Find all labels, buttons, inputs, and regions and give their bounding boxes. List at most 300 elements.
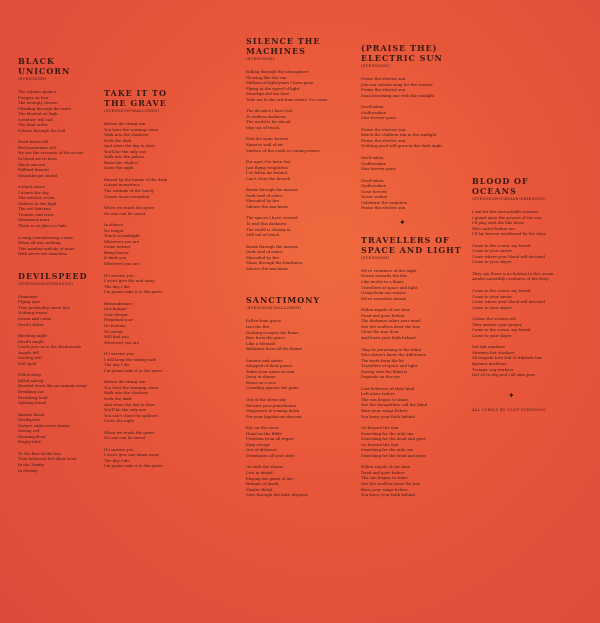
lyric-line: Going from our senses	[361, 290, 406, 296]
song-title: TAKE IT TO	[104, 88, 167, 98]
lyric-line: No longer	[104, 227, 124, 233]
lyric-line: Crawling against the grain	[246, 385, 299, 391]
lyric-line: Taken your name in vain	[246, 368, 295, 374]
lyric-line: I will keep the ending safe	[104, 356, 157, 362]
lyric-line: Mementos mori	[18, 217, 50, 223]
lyric-line: Break through the masses	[246, 187, 298, 193]
lyric-line: Go beyond the Sun	[361, 425, 399, 431]
lyric-line: The sun begins to shine	[361, 475, 408, 481]
lyric-line: Fallen angels of our time	[361, 307, 411, 313]
lyric-line: Riddance from all the blame	[246, 346, 302, 352]
lyric-line: Out of the silent sky	[246, 396, 286, 402]
lyric-line: Comes as an exception	[104, 193, 150, 199]
lyric-stanza	[104, 301, 224, 345]
lyric-line: No one can be saved	[104, 210, 145, 216]
lyric-line: Surface of the earth is coming nearer	[246, 147, 321, 153]
songwriter-credit: (SVENSSON)	[18, 77, 47, 81]
lyric-line: I'm gonna take it to the grave	[104, 367, 163, 373]
lyric-line: Deeper sinks never sleeps	[18, 422, 70, 428]
lyric-line: Killed asleep	[18, 377, 44, 383]
lyric-line: The day I die	[104, 457, 130, 463]
lyric-line: Dead forest fall	[18, 139, 49, 145]
lyric-line: Pleading through the tears	[18, 105, 72, 111]
lyric-line: A dead monstrous	[104, 182, 140, 188]
lyric-stanza	[246, 108, 366, 130]
song-title: DEVILSPEED	[18, 270, 88, 281]
lyric-line: When we reach the grave	[104, 205, 155, 211]
lyric-stanza	[472, 316, 594, 338]
lyric-line: Demonize	[18, 293, 38, 299]
ornament-star: ✦	[508, 390, 515, 400]
lyric-line: I'm gonna take it to the grave	[104, 463, 163, 469]
lyric-stanza	[104, 379, 224, 423]
songwriter-credit: (SVENSSON/WALLGREN)	[246, 306, 302, 311]
lyric-line: And leave your faith behind	[361, 334, 416, 340]
lyric-line: I'll lay forever swallowed by the deep	[472, 231, 546, 237]
lyric-line: A black omen	[18, 184, 45, 190]
lyric-stanza	[104, 447, 224, 469]
lyric-line: Freedom from all regret	[246, 436, 294, 442]
song-praise-the-electric-sun	[361, 43, 486, 211]
lyric-line: Godforsaken	[361, 109, 387, 115]
lyric-line: Before the rising sun	[104, 121, 146, 126]
lyric-line: Det vil ta deg ned i all sine grav	[472, 372, 536, 378]
song-silence-the-machines	[246, 36, 366, 271]
lyric-line: There is no place to hide	[18, 223, 67, 229]
lyric-line: In silence	[104, 222, 124, 228]
lyric-line: Fallen angels of our time	[361, 464, 411, 470]
lyrics-credit-footnote: ALL LYRICS BY OLOF SVENSSON	[472, 407, 547, 412]
lyric-line: Boast on a vice	[246, 379, 276, 385]
lyric-stanza	[104, 222, 224, 266]
lyric-line: Misanthropic burial	[18, 172, 58, 178]
lyric-line: Come to the ocean, my friend	[472, 242, 531, 248]
lyric-line: Seeing who the blind is	[361, 368, 408, 374]
lyric-line: It finds you	[104, 255, 127, 261]
lyric-line: Come to the ocean, my friend	[472, 288, 531, 294]
lyric-line: Seek the dark	[104, 137, 132, 143]
lyric-line: This number melody of mine	[18, 245, 75, 251]
lyric-line: Shrouded by fire	[246, 254, 280, 260]
lyric-line: Searching for the dead and gone	[361, 436, 426, 442]
lyric-line: Fallen from grace	[246, 318, 282, 324]
lyric-stanza	[361, 127, 486, 149]
lyric-line: Stormen bär starkare	[472, 349, 515, 355]
lyric-line: In divinity	[18, 467, 38, 473]
song-title: SPACE AND LIGHT	[361, 244, 462, 255]
lyric-line: Breaking out	[18, 388, 44, 394]
lyric-line: Swear and curse	[18, 315, 52, 321]
songwriter-credit: (SVENSSON)	[361, 64, 390, 68]
lyric-line: They're preaching to the blind	[361, 346, 421, 352]
lyric-line: Nothing escapes the flame	[246, 329, 299, 335]
lyric-line: In the Trinity	[18, 461, 45, 467]
lyric-line: Join our solemn song for the sunrise	[361, 81, 433, 87]
lyric-line: The solemn spoken	[18, 89, 56, 94]
songwriter-credit: (SVENSSON/SVENSSON)	[18, 281, 74, 286]
lyric-line: The sun begins to shine	[361, 396, 408, 402]
lyric-line: Still out of reach	[246, 232, 280, 238]
column-3	[246, 36, 366, 512]
lyric-line: If I survive you	[104, 446, 134, 452]
lyric-line: With never see nameless	[18, 251, 68, 257]
lyric-line: Terminates all your debt	[246, 452, 295, 458]
lyric-line: Seek the dark	[104, 395, 132, 401]
song-title: TRAVELLERS OF	[361, 234, 450, 245]
lyric-stanza	[361, 104, 486, 121]
lyric-line: Hand on the Bible	[246, 430, 282, 436]
lyric-line: Dead and gone before	[361, 312, 405, 318]
lyric-line: Come where your blood will descend	[472, 253, 545, 259]
lyric-stanza	[246, 318, 366, 351]
lyric-line: Serving hell	[18, 355, 42, 361]
lyric-line: Praise the electric sun	[361, 137, 406, 143]
lyric-line: Searching for the dead and gone	[361, 452, 426, 458]
lyric-line: Rushes blood	[18, 411, 45, 417]
lyric-line: Never woken	[361, 194, 388, 200]
lyric-line: Starships led me here	[246, 91, 290, 97]
lyric-line: Hooded down like an animal creep	[18, 383, 87, 389]
lyric-line: Easy escape	[246, 441, 271, 447]
lyric-line: They say there is no bottom to this ocean	[472, 270, 554, 276]
lyric-line: We're senseless insane	[361, 295, 407, 301]
lyric-line: Can't close the breach	[246, 175, 291, 181]
lyric-line: The fetal order	[18, 122, 48, 128]
lyric-line: Colour the oceans red	[472, 316, 516, 322]
songwriter-credit: (SVENSSON)	[361, 255, 390, 260]
lyric-line: I'll play with life like those	[472, 220, 525, 226]
lyric-line: Receive your punishment	[246, 402, 297, 408]
song-title: (PRAISE THE)	[361, 43, 438, 53]
lyric-line: Colours the sky	[18, 189, 49, 195]
lyric-line: Deep in shame	[246, 374, 276, 380]
lyric-stanza	[104, 177, 224, 199]
lyric-line: Rise from the grave	[246, 335, 286, 341]
lyric-line: Depends on the eye	[361, 374, 400, 380]
lyric-line: I won't give the end away	[104, 278, 155, 284]
lyric-stanza	[472, 288, 594, 310]
lyric-stanza	[472, 344, 594, 377]
lyric-stanza	[104, 430, 224, 441]
lyric-line: Who doesn't know the difference	[361, 352, 426, 358]
lyric-stanza	[246, 244, 366, 272]
lyric-line: Stripped of their power	[246, 363, 293, 369]
lyric-line: Star forever gone	[361, 115, 396, 121]
lyric-line: Breathing loud	[18, 394, 48, 400]
lyric-line: They answer your prayer	[472, 321, 522, 327]
lyric-line: True profundity never lies	[18, 304, 70, 310]
lyric-stanza	[472, 271, 594, 282]
lyric-line: Seeing red	[18, 428, 40, 434]
lyric-line: Praise the electric sun	[361, 76, 406, 81]
song-title: UNICORN	[18, 66, 71, 76]
song-title: SANCTIMONY	[246, 295, 321, 306]
column-2	[104, 88, 224, 483]
lyric-line: In blood we're born	[18, 156, 57, 162]
lyric-line: Nothing waves	[18, 310, 48, 316]
lyric-line: Come to your savior	[472, 293, 512, 299]
lyric-line: On with the shame	[246, 464, 284, 470]
song-title: THE GRAVE	[104, 98, 167, 108]
lyric-line: Flying at the speed of light	[246, 85, 300, 91]
lyric-line: Silence the machines	[246, 203, 289, 209]
lyric-line: Silence the machines	[246, 265, 289, 271]
lyric-line: You hear the warning come	[104, 126, 159, 132]
lyric-line: I won't give one damn away	[104, 452, 160, 458]
lyric-line: Cuts deeper	[104, 311, 129, 317]
lyric-line: Come where your blood will descend	[472, 299, 545, 305]
lyric-line: Vengeance is coming down	[246, 408, 300, 414]
lyric-line: Playing the game of lies	[246, 475, 294, 481]
lyric-line: Eye on the cross	[246, 425, 279, 431]
lyric-line: Go beyond the Sun	[361, 441, 399, 447]
lyric-line: Bleeding night	[18, 333, 47, 339]
lyric-line: The day I die	[104, 362, 130, 368]
lyric-line: Soon becoming one with the sunlight	[361, 92, 435, 98]
lyric-stanza	[246, 159, 366, 181]
lyric-line: And when the day is done	[104, 401, 155, 407]
songwriter-credit: (SVENSSON/WALLGREN)	[104, 109, 160, 113]
lyric-line: To the flow of the lost	[18, 450, 61, 456]
lyric-stanza	[104, 351, 224, 373]
lyric-stanza	[246, 187, 366, 209]
lyric-line: You'll be the only one	[104, 148, 147, 154]
lyric-line: The evil thirteen	[18, 206, 51, 212]
lyric-line: Praise the electric sun	[361, 205, 406, 211]
lyric-line: Before the rising sun	[104, 379, 146, 385]
lyric-line: No one can be saved	[104, 435, 145, 441]
lyric-line: Dead and gone before	[361, 469, 405, 475]
lyric-line: Millions of light-years I have gone	[246, 80, 314, 86]
lyric-line: Left alone before	[361, 391, 395, 397]
lyric-line: Devilspeed	[18, 417, 40, 423]
lyric-line: Wherever you are	[104, 339, 140, 345]
lyric-line: Gone forever	[361, 188, 387, 194]
lyric-stanza	[361, 347, 486, 380]
lyric-line: Nothing good will grow in the dark night	[361, 143, 442, 149]
song-blood-of-oceans	[472, 176, 594, 378]
lyric-line: Celebrate the radiation	[361, 199, 408, 205]
lyric-line: The decades I have lost	[246, 108, 293, 114]
lyric-line: The world is closing in	[246, 226, 291, 232]
lyric-line: The bloated on high	[18, 111, 58, 117]
lyric-line: You hear the warning come	[104, 384, 159, 390]
lyric-line: Leads you on to the shadowside	[18, 344, 82, 350]
lyric-line: Bring horror	[104, 249, 129, 255]
lyric-line: Touch of midnight	[104, 233, 140, 239]
lyric-line: The witches coven	[18, 195, 55, 201]
lyric-line: Searching for the only one	[361, 447, 414, 453]
lyric-line: We're creatures of the night	[361, 267, 417, 273]
lyric-line: Burn your wings before	[361, 486, 408, 492]
lyric-line: Come torture	[104, 244, 131, 250]
lyric-line: For your lugubrious descent	[246, 413, 302, 419]
lyric-line: Sentence will call	[18, 116, 53, 122]
lyric-line: Live in denial	[246, 469, 273, 475]
lyric-stanza	[361, 268, 486, 301]
lyric-line: Shrouded by fire	[246, 198, 280, 204]
lyric-line: Prosper on fear	[18, 94, 49, 100]
lyric-line: Come to the ocean, my friend	[472, 327, 531, 333]
lyric-line: If I survive you	[104, 351, 134, 357]
lyric-line: For ages I've been lost	[246, 159, 291, 165]
lyric-line: Praise the electric sun	[361, 126, 406, 132]
lyric-line: Our hunger	[104, 306, 127, 312]
lyric-line: Burn your wings before	[361, 407, 408, 413]
lyric-line: Shine through the blackness	[246, 260, 303, 266]
lyric-line: The solitude of the lonely	[104, 188, 155, 194]
lyric-line: The wrongly chosen	[18, 100, 58, 106]
lyric-line: Wherever you are	[104, 238, 140, 244]
lyric-stanza	[361, 307, 486, 340]
ornament-star: ✦	[399, 217, 406, 227]
lyric-line: Cross the night	[104, 418, 135, 424]
song-title: BLACK	[18, 56, 55, 66]
lyric-stanza	[361, 178, 486, 211]
song-travellers-of-space-and-light	[361, 235, 486, 498]
lyric-line: Seize the night	[104, 165, 134, 171]
lyric-line: Running dead	[18, 433, 46, 439]
lyric-line: Så tragiskt bröt frid öl frikände har	[472, 355, 542, 361]
lyric-line: I've fallen far behind	[246, 170, 288, 176]
lyric-line: True believers feel their trust	[18, 456, 77, 462]
lyric-line: Out of dishonor	[246, 447, 277, 453]
lyric-line: Close the iron door	[361, 329, 399, 335]
lyric-line: Dark trail of ashes	[246, 249, 283, 255]
lyric-line: The day I die	[104, 283, 130, 289]
lyric-line: See the soulless draw the line	[361, 323, 421, 329]
song-title: MACHINES	[246, 46, 306, 56]
lyric-line: Devil-taken	[361, 177, 384, 183]
lyric-line: Gathers in the high	[18, 200, 57, 206]
lyric-line: Red mountains call	[18, 144, 56, 150]
lyric-stanza	[361, 464, 486, 497]
lyric-line: I guard upon the powers of the sea	[472, 214, 542, 220]
lyric-line: Devil-taken	[361, 104, 384, 110]
lyric-stanza	[246, 69, 366, 102]
lyric-stanza	[104, 205, 224, 216]
lyric-line: Just flying weightless	[246, 164, 289, 170]
lyric-line: Way out of reach	[246, 124, 280, 130]
lyric-line: Walk into the shadows	[104, 132, 149, 138]
lyric-line: Spitting blood	[18, 400, 46, 406]
lyric-stanza	[246, 358, 366, 391]
lyric-line: Will find you	[104, 334, 129, 340]
lyric-line: Kjenner kvaltrare	[472, 361, 507, 367]
lyric-line: Angels fell	[18, 349, 39, 355]
song-title: OCEANS	[472, 186, 517, 196]
songwriter-credit: (SVENSSON)	[246, 57, 275, 61]
lyric-stanza	[246, 464, 366, 497]
lyric-line: Echoes through the hall	[18, 127, 66, 133]
lyric-line: Like a Messiah	[246, 340, 276, 346]
lyric-line: Like moths to a flame	[361, 279, 404, 285]
lyric-stanza	[104, 121, 224, 171]
lyric-stanza	[246, 425, 366, 458]
lyric-stanza	[472, 243, 594, 265]
lyric-line: Devil-taken	[361, 155, 384, 161]
lyric-line: Come to your slayer	[472, 332, 512, 338]
lyric-line: Raised by the hands of the dark	[104, 176, 167, 182]
lyric-line: Dark trail of ashes	[246, 192, 283, 198]
lyric-line: Watch the children run in the sunlight	[361, 132, 437, 138]
lyric-line: Into the fire	[246, 323, 270, 329]
lyric-line: See the soulless draw the line	[361, 480, 421, 486]
lyric-line: Walk into the shadows	[104, 390, 149, 396]
lyric-line: You'll be the only one	[104, 407, 147, 413]
songwriter-credit: (SVENSSON/VIKMAN/ERIKSSON)	[472, 197, 546, 201]
lyric-line: Empty-bled	[18, 439, 41, 445]
song-title: SILENCE THE	[246, 36, 321, 46]
lyric-stanza	[246, 136, 366, 153]
lyric-line: Flying eyes	[18, 299, 41, 305]
lyric-line: You leave your faith behind	[361, 413, 415, 419]
lyric-line: Treaties and cries	[18, 211, 54, 217]
lyric-line: No savior	[104, 328, 123, 334]
lyric-line: Falling through the atmosphere	[246, 69, 309, 74]
lyric-line: Fallen deep	[18, 372, 41, 378]
lyric-line: When all was nothing	[18, 240, 61, 246]
lyric-line: Det bär mackare	[472, 344, 506, 350]
song-title: BLOOD OF	[472, 176, 529, 186]
lyric-line: I sail for the unreachable horizon	[472, 209, 538, 214]
lyric-line: Devil's might	[18, 338, 44, 344]
lyric-line: Who sailed before me	[472, 225, 515, 231]
lyric-line: You can't cheat the gallows	[104, 412, 158, 418]
lyric-stanza	[361, 155, 486, 172]
lyric-line: Travellers of space and light	[361, 363, 418, 369]
lyric-line: Perpetual scar	[104, 317, 133, 323]
song-take-it-to-the-grave	[104, 88, 224, 469]
lyric-stanza	[361, 425, 486, 458]
lyric-line: The truth from the lie	[361, 357, 404, 363]
lyric-line: A song remembering a time	[18, 234, 73, 240]
lyric-stanza	[246, 215, 366, 237]
lyric-line: Drawn towards the fire	[361, 273, 407, 279]
lyric-line: And when the day is done	[104, 143, 155, 149]
lyric-line: When we reach the grave	[104, 429, 155, 435]
lyric-line: To end this darkness	[246, 221, 287, 227]
lyric-stanza	[472, 209, 594, 237]
column-4	[361, 43, 486, 512]
lyric-line: See the thoughtless call the blind	[361, 402, 428, 408]
lyric-line: Trenger seg sterkare	[472, 366, 514, 372]
lyric-line: Praise the electric sun	[361, 87, 406, 93]
lyric-line: Star forever gone	[361, 166, 396, 172]
lyric-line: The world is far ahead	[246, 119, 291, 125]
lyric-line: Bringer of death	[246, 481, 279, 487]
lyric-line: We are the servants of the secret	[18, 150, 84, 156]
lyric-line: Past the sonic barrier	[246, 136, 289, 142]
lyric-line: Sees through the false disguise	[246, 492, 308, 498]
lyric-stanza	[361, 386, 486, 419]
song-sanctimony	[246, 295, 366, 497]
lyric-line: Come to your slayer	[472, 304, 512, 310]
lyric-line: Take me to the orb from where I've come	[246, 96, 328, 102]
lyric-line: Devil's thirst	[18, 321, 44, 327]
lyric-line: I'm gonna take it to the grave	[104, 289, 163, 295]
lyric-line: To endless darkness	[246, 113, 286, 119]
lyric-line: Pallbird funeral	[18, 167, 49, 173]
lyric-line: Walk into the palace	[104, 154, 145, 160]
lyric-stanza	[361, 76, 486, 98]
lyric-line: The spaces I have crossed	[246, 215, 298, 221]
lyric-line: The darkness takes your mind	[361, 318, 421, 324]
lyric-line: Black unicorn	[18, 161, 46, 167]
lyric-line: Evil spell	[18, 360, 37, 366]
lyric-line: Master Belial	[246, 486, 273, 492]
lyric-line: You leave your faith behind	[361, 492, 415, 498]
